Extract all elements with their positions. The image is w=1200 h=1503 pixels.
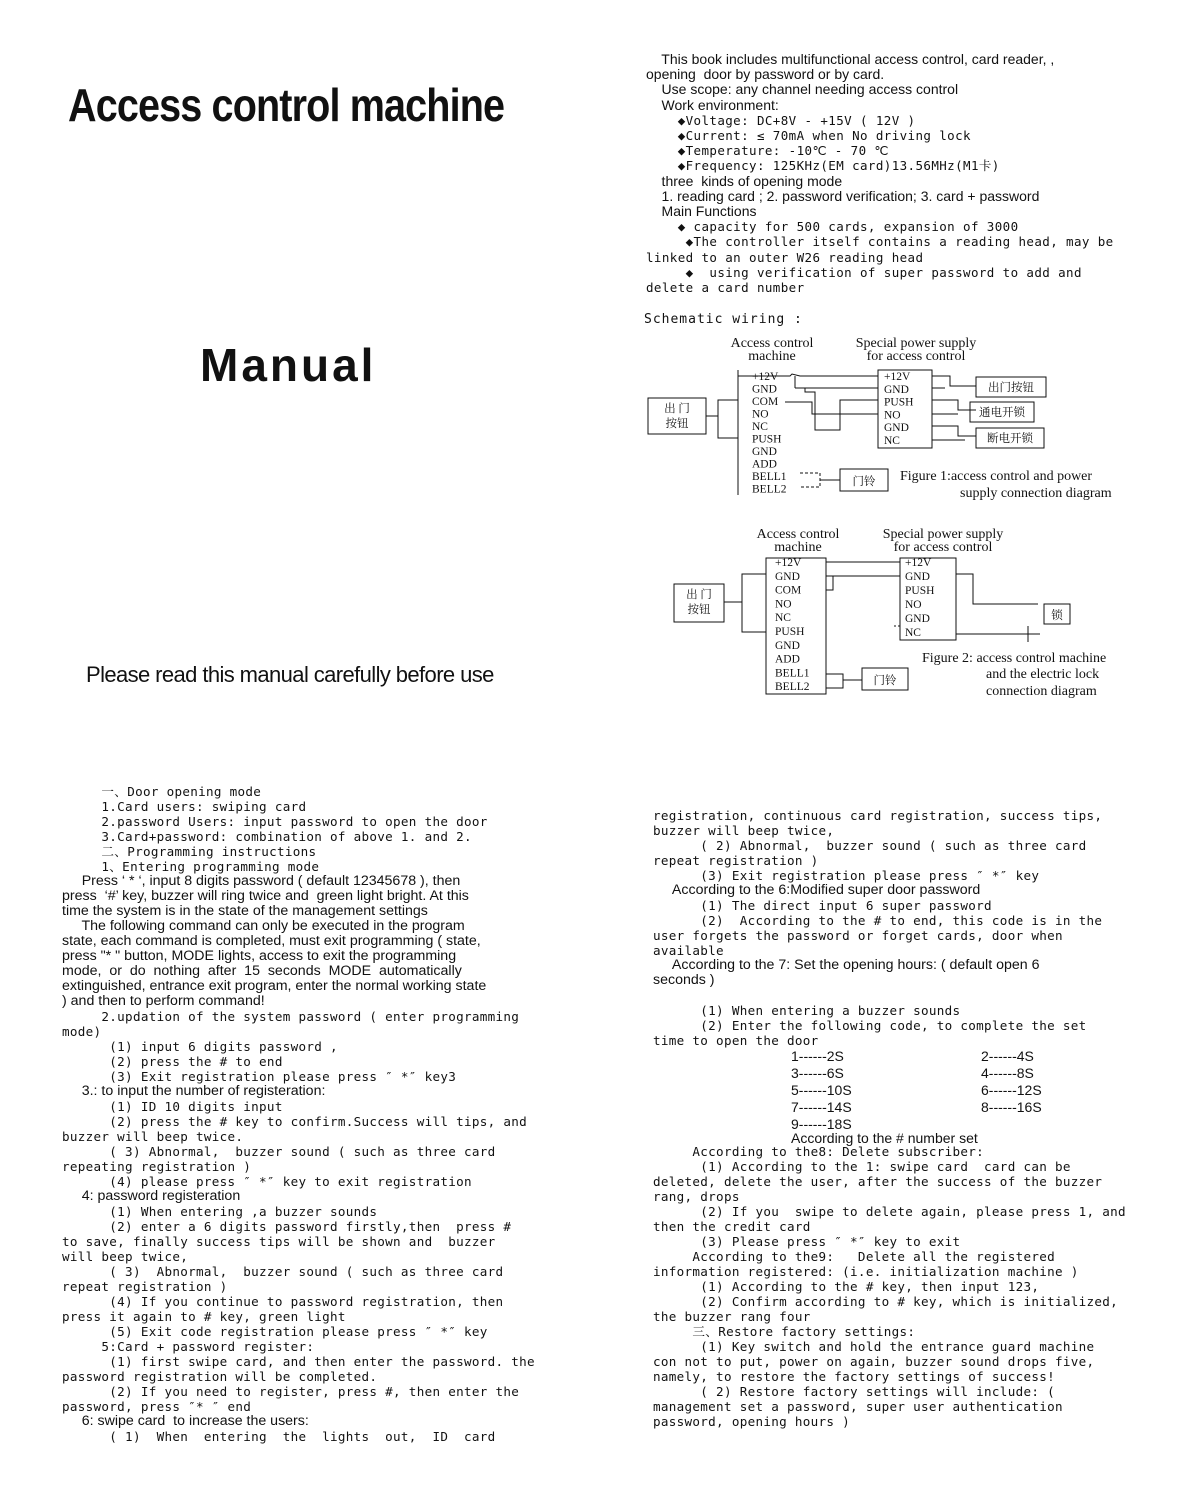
right-body-line: (1) According to the 1: swipe card card can be — [653, 1159, 1071, 1174]
intro-line: ◆Voltage: DC+8V - +15V ( 12V ) — [646, 112, 916, 128]
fig2-left-terminal: ADD — [775, 653, 800, 666]
intro-line: opening door by password or by card. — [646, 66, 885, 83]
left-body-line: (3) Exit registration please press ″ *″ key3 — [62, 1069, 457, 1084]
right-body-line: According to the9: Delete all the registered — [653, 1249, 1055, 1264]
fig2-left-terminal: NC — [775, 612, 791, 625]
fig1-left-terminal: ADD — [752, 458, 777, 471]
left-body-line: (2) If you need to register, press #, then enter the — [62, 1384, 520, 1399]
left-body-line: (2) enter a 6 digits password firstly,then press # — [62, 1219, 512, 1234]
left-body-line: 一、Door opening mode — [62, 784, 262, 799]
right-body-line: then the credit card — [653, 1219, 811, 1234]
left-body-line: 1.Card users: swiping card — [62, 799, 307, 814]
fig2-lock-label: 锁 — [1051, 610, 1063, 622]
intro-line: ◆Temperature: -10℃ - 70 ℃ — [646, 143, 889, 159]
fig2-left-terminal: NO — [775, 598, 792, 611]
right-body-line: (2) According to the # to end, this code is in the — [653, 913, 1103, 928]
fig1-right-header: Special power supply — [855, 336, 977, 351]
right-body-line: management set a password, super user authentication — [653, 1399, 1063, 1414]
hours-3: 3------6S — [791, 1065, 844, 1081]
right-body-line: (3) Please press ″ *″ key to exit — [653, 1234, 961, 1249]
left-body-line: (4) please press ″ *″ key to exit registration — [62, 1174, 472, 1189]
fig1-right-terminal: NC — [884, 435, 900, 447]
right-body-line: namely, to restore the factory settings of success! — [653, 1369, 1055, 1384]
right-body-line: (1) According to the # key, then input 123, — [653, 1279, 1040, 1294]
left-body-line: (4) If you continue to password registration, then — [62, 1294, 504, 1309]
fig1-left-terminal: NO — [752, 408, 769, 421]
fig2-right-header: for access control — [893, 540, 993, 555]
intro-section — [646, 52, 1146, 295]
right-body-line: (2) If you swipe to delete again, please press 1, and — [653, 1204, 1126, 1219]
left-body-line: (1) first swipe card, and then enter the password. the — [62, 1354, 535, 1369]
schematic-wiring-label: Schematic wiring : — [644, 312, 803, 327]
fig2-exit-button-label: 按钮 — [687, 604, 711, 616]
left-body-line: press ‘#’ key, buzzer will ring twice and green light bright. At this — [62, 888, 469, 904]
fig1-left-terminal: BELL1 — [752, 471, 787, 483]
fig1-device-poweron-label: 通电开锁 — [979, 407, 1025, 419]
fig2-left-terminal: +12V — [775, 557, 802, 569]
fig1-left-terminal: NC — [752, 421, 768, 433]
left-body-line: to save, finally success tips will be shown and buzzer — [62, 1234, 496, 1249]
left-body-line: mode, or do nothing after 15 seconds MODE automatically — [62, 963, 462, 979]
left-body-line: press it again to # key, green light — [62, 1309, 346, 1324]
fig2-exit-button-label: 出 门 — [686, 589, 712, 601]
right-body-line: ( 2) Abnormal, buzzer sound ( such as three card — [653, 838, 1087, 853]
right-body-line: seconds ) — [653, 972, 715, 988]
fig1-exit-button-label: 出 门 — [664, 403, 690, 415]
hours-8: 8------16S — [981, 1099, 1042, 1115]
right-body-line: (1) Key switch and hold the entrance guard machine — [653, 1339, 1095, 1354]
right-body-line: ( 2) Restore factory settings will include: ( — [653, 1384, 1055, 1399]
left-body-line: 2.updation of the system password ( enter programming — [62, 1009, 520, 1024]
hours-footer: According to the # number set — [791, 1130, 978, 1146]
intro-line: Main Functions — [646, 203, 757, 220]
right-body-line: rang, drops — [653, 1189, 740, 1204]
left-body-line: 3.Card+password: combination of above 1. and 2. — [62, 829, 472, 844]
instructions-part-a — [653, 808, 1145, 1048]
right-body-line: the buzzer rang four — [653, 1309, 811, 1324]
fig2-right-terminal: GND — [905, 571, 930, 583]
left-body-line: buzzer will beep twice. — [62, 1129, 244, 1144]
intro-line: three kinds of opening mode — [646, 172, 843, 189]
fig2-right-terminal: GND — [905, 613, 930, 625]
left-body-line: 2.password Users: input password to open the door — [62, 814, 488, 829]
fig2-right-terminal: NO — [905, 599, 922, 611]
right-body-line: (3) Exit registration please press ″ *″ key — [653, 868, 1040, 883]
right-body-line: user forgets the password or forget cards, door when — [653, 928, 1063, 943]
left-body-line: ( 3) Abnormal, buzzer sound ( such as three card — [62, 1264, 504, 1279]
left-body-line: 3.: to input the number of registeration: — [62, 1083, 326, 1099]
left-body-line: repeating registration ) — [62, 1159, 252, 1174]
left-body-line: ) and then to perform command! — [62, 993, 265, 1009]
right-body-line: repeat registration ) — [653, 853, 819, 868]
fig1-right-terminal: PUSH — [884, 396, 914, 409]
left-body-line: password registration will be completed. — [62, 1369, 378, 1384]
left-body-line: password, press ″* ″ end — [62, 1399, 252, 1414]
fig1-left-terminal: GND — [752, 446, 777, 458]
figure-1-wiring-diagram — [640, 330, 1160, 505]
read-manual-notice: Please read this manual carefully before use — [86, 662, 494, 687]
hours-5: 5------10S — [791, 1082, 852, 1098]
fig2-left-header: Access control — [756, 527, 840, 542]
instructions-part-b — [653, 1144, 1145, 1429]
right-body-line: (1) The direct input 6 super password — [653, 898, 992, 913]
fig1-right-terminal: GND — [884, 383, 909, 396]
left-body-line: 4: password registeration — [62, 1188, 241, 1204]
left-body-line: extinguished, entrance exit program, enter the normal working state — [62, 978, 487, 994]
fig1-left-header: machine — [748, 349, 796, 364]
intro-line: ◆ using verification of super password to add and — [646, 264, 1082, 280]
intro-line: delete a card number — [646, 280, 805, 296]
hours-4: 4------8S — [981, 1065, 1034, 1081]
fig2-caption: connection diagram — [986, 684, 1097, 699]
right-body-line: (2) Enter the following code, to complete the set — [653, 1018, 1087, 1033]
intro-line: ◆Frequency: 125KHz(EM card)13.56MHz(M1卡) — [646, 158, 1000, 174]
opening-hours-table — [653, 1048, 1145, 1144]
fig1-caption: supply connection diagram — [960, 486, 1112, 501]
right-body-line: 三、Restore factory settings: — [653, 1324, 916, 1339]
programming-instructions-left — [62, 784, 557, 1444]
left-body-line: Press ‘ * ‘, input 8 digits password ( default 12345678 ), then — [62, 873, 461, 889]
right-body-line: (2) Confirm according to # key, which is initialized, — [653, 1294, 1119, 1309]
left-body-line: repeat registration ) — [62, 1279, 228, 1294]
right-body-line — [653, 988, 1145, 1003]
fig2-left-terminal: BELL2 — [775, 681, 810, 694]
figure-2-wiring-diagram — [668, 522, 1168, 702]
fig2-left-terminal: COM — [775, 584, 802, 597]
intro-line: Use scope: any channel needing access control — [646, 81, 959, 98]
fig1-right-terminal: NO — [884, 409, 901, 422]
right-body-line: According to the 7: Set the opening hours: ( default open 6 — [653, 957, 1040, 973]
fig2-caption: and the electric lock — [986, 667, 1100, 682]
left-body-line: ( 1) When entering the lights out, ID card — [62, 1429, 496, 1444]
fig2-right-header: Special power supply — [882, 527, 1004, 542]
fig1-right-header: for access control — [866, 349, 966, 364]
right-body-line: information registered: (i.e. initialization machine ) — [653, 1264, 1079, 1279]
intro-line: This book includes multifunctional access control, card reader, , — [646, 51, 1055, 67]
left-body-line: (2) press the # to end — [62, 1054, 283, 1069]
fig1-device-exit-label: 出门按钮 — [988, 382, 1034, 394]
left-body-line: time the system is in the state of the management settings — [62, 903, 428, 919]
document-subtitle: Manual — [200, 339, 377, 391]
fig2-right-terminal: NC — [905, 627, 921, 639]
right-body-line: con not to put, power on again, buzzer sound drops five, — [653, 1354, 1095, 1369]
fig1-right-terminal: +12V — [884, 371, 911, 383]
intro-line: Work environment: — [646, 96, 779, 113]
hours-1: 1------2S — [791, 1048, 844, 1064]
right-body-line: (1) When entering a buzzer sounds — [653, 1003, 961, 1018]
fig1-device-poweroff-label: 断电开锁 — [987, 433, 1033, 445]
fig1-left-terminal: GND — [752, 383, 777, 396]
right-body-line: available — [653, 943, 724, 958]
fig1-left-header: Access control — [730, 336, 814, 351]
left-body-line: 5:Card + password register: — [62, 1339, 315, 1354]
right-body-line: buzzer will beep twice, — [653, 823, 835, 838]
right-body-line: deleted, delete the user, after the success of the buzzer — [653, 1174, 1103, 1189]
intro-line: linked to an outer W26 reading head — [646, 249, 924, 265]
left-body-line: 1、Entering programming mode — [62, 859, 320, 874]
left-body-line: ( 3) Abnormal, buzzer sound ( such as three card — [62, 1144, 496, 1159]
left-body-line: press "* " button, MODE lights, access to exit the programming — [62, 948, 457, 964]
left-body-line: (1) ID 10 digits input — [62, 1099, 283, 1114]
fig2-left-terminal: GND — [775, 570, 800, 583]
left-body-line: (1) input 6 digits password , — [62, 1039, 338, 1054]
hours-7: 7------14S — [791, 1099, 852, 1115]
fig2-left-header: machine — [774, 540, 822, 555]
fig1-left-terminal: BELL2 — [752, 483, 787, 496]
fig2-left-terminal: PUSH — [775, 626, 805, 638]
fig1-right-terminal: GND — [884, 422, 909, 435]
left-body-line: The following command can only be executed in the program — [62, 918, 465, 934]
intro-line: ◆Current: ≤ 70mA when No driving lock — [646, 128, 971, 144]
left-body-line: mode) — [62, 1024, 102, 1039]
left-body-line: (2) press the # key to confirm.Success will tips, and — [62, 1114, 528, 1129]
intro-line: ◆ capacity for 500 cards, expansion of 3000 — [646, 219, 1019, 235]
right-body-line: According to the 6:Modified super door password — [653, 882, 981, 898]
programming-instructions-right — [653, 808, 1145, 1429]
left-body-line: (5) Exit code registration please press ″ *″ key — [62, 1324, 488, 1339]
hours-2: 2------4S — [981, 1048, 1034, 1064]
fig1-left-terminal: COM — [752, 396, 779, 408]
right-body-line: time to open the door — [653, 1033, 819, 1048]
right-body-line: password, opening hours ) — [653, 1414, 851, 1429]
left-body-line: state, each command is completed, must exit programming ( state, — [62, 933, 481, 949]
fig1-caption: Figure 1:access control and power — [900, 469, 1093, 484]
fig2-caption: Figure 2: access control machine — [922, 651, 1107, 666]
fig2-bell-label: 门铃 — [873, 675, 897, 687]
right-body-line: registration, continuous card registration, success tips, — [653, 808, 1103, 823]
hours-6: 6------12S — [981, 1082, 1042, 1098]
intro-line: 1. reading card ; 2. password verification; 3. card + password — [646, 187, 1040, 204]
left-body-line: (1) When entering ,a buzzer sounds — [62, 1204, 378, 1219]
left-body-line: will beep twice, — [62, 1249, 189, 1264]
fig2-left-terminal: BELL1 — [775, 667, 810, 680]
fig2-right-terminal: PUSH — [905, 585, 935, 597]
fig1-exit-button-label: 按钮 — [665, 418, 689, 430]
fig2-left-terminal: GND — [775, 639, 800, 652]
hours-9: 9------18S — [791, 1116, 852, 1132]
right-body-line: According to the8: Delete subscriber: — [653, 1144, 985, 1159]
fig1-left-terminal: PUSH — [752, 433, 782, 446]
fig1-left-terminal: +12V — [752, 371, 779, 383]
fig2-right-terminal: +12V — [905, 557, 932, 569]
left-body-line: 6: swipe card to increase the users: — [62, 1413, 309, 1429]
document-title: Access control machine — [68, 79, 505, 131]
intro-line: ◆The controller itself contains a reading head, may be — [646, 234, 1114, 250]
left-body-line: 二、Programming instructions — [62, 844, 317, 859]
fig1-bell-label: 门铃 — [852, 476, 876, 488]
